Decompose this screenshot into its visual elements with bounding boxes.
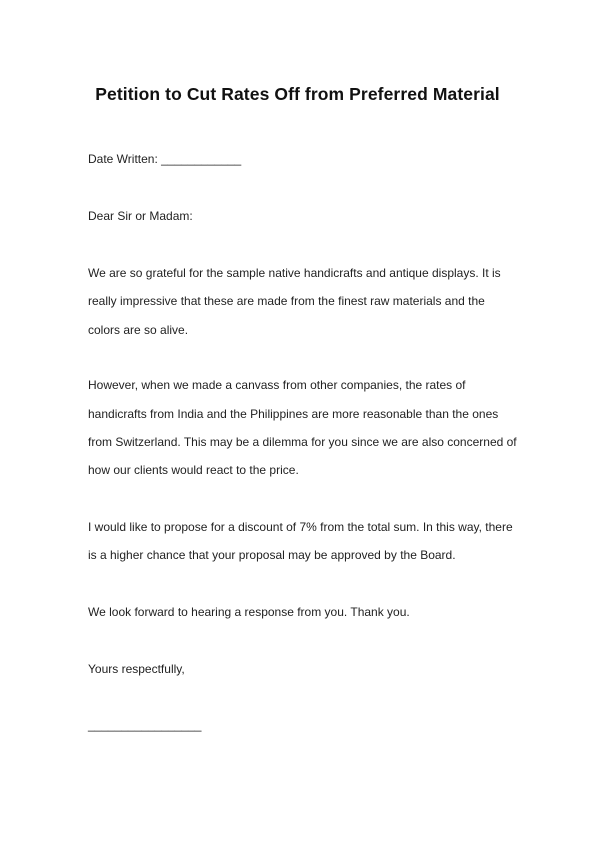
date-line: Date Written: ____________: [88, 152, 242, 166]
paragraph-1-line-1: We are so grateful for the sample native handicrafts and antique displays. It is: [88, 266, 501, 280]
paragraph-2-line-3: from Switzerland. This may be a dilemma for you since we are also concerned of: [88, 435, 517, 449]
paragraph-4-line-1: We look forward to hearing a response from you. Thank you.: [88, 605, 410, 619]
signature-line: _________________: [88, 718, 202, 732]
paragraph-2-line-2: handicrafts from India and the Philippines are more reasonable than the ones: [88, 407, 499, 421]
paragraph-1-line-3: colors are so alive.: [88, 323, 189, 337]
paragraph-3-line-1: I would like to propose for a discount of 7% from the total sum. In this way, there: [88, 520, 513, 534]
paragraph-3-line-2: is a higher chance that your proposal may be approved by the Board.: [88, 548, 456, 562]
paragraph-2-line-4: how our clients would react to the price.: [88, 463, 299, 477]
paragraph-1-line-2: really impressive that these are made from the finest raw materials and the: [88, 294, 485, 308]
closing: Yours respectfully,: [88, 662, 185, 676]
document-title: Petition to Cut Rates Off from Preferred Material: [95, 84, 500, 104]
paragraph-2-line-1: However, when we made a canvass from other companies, the rates of: [88, 378, 466, 392]
salutation: Dear Sir or Madam:: [88, 209, 193, 223]
